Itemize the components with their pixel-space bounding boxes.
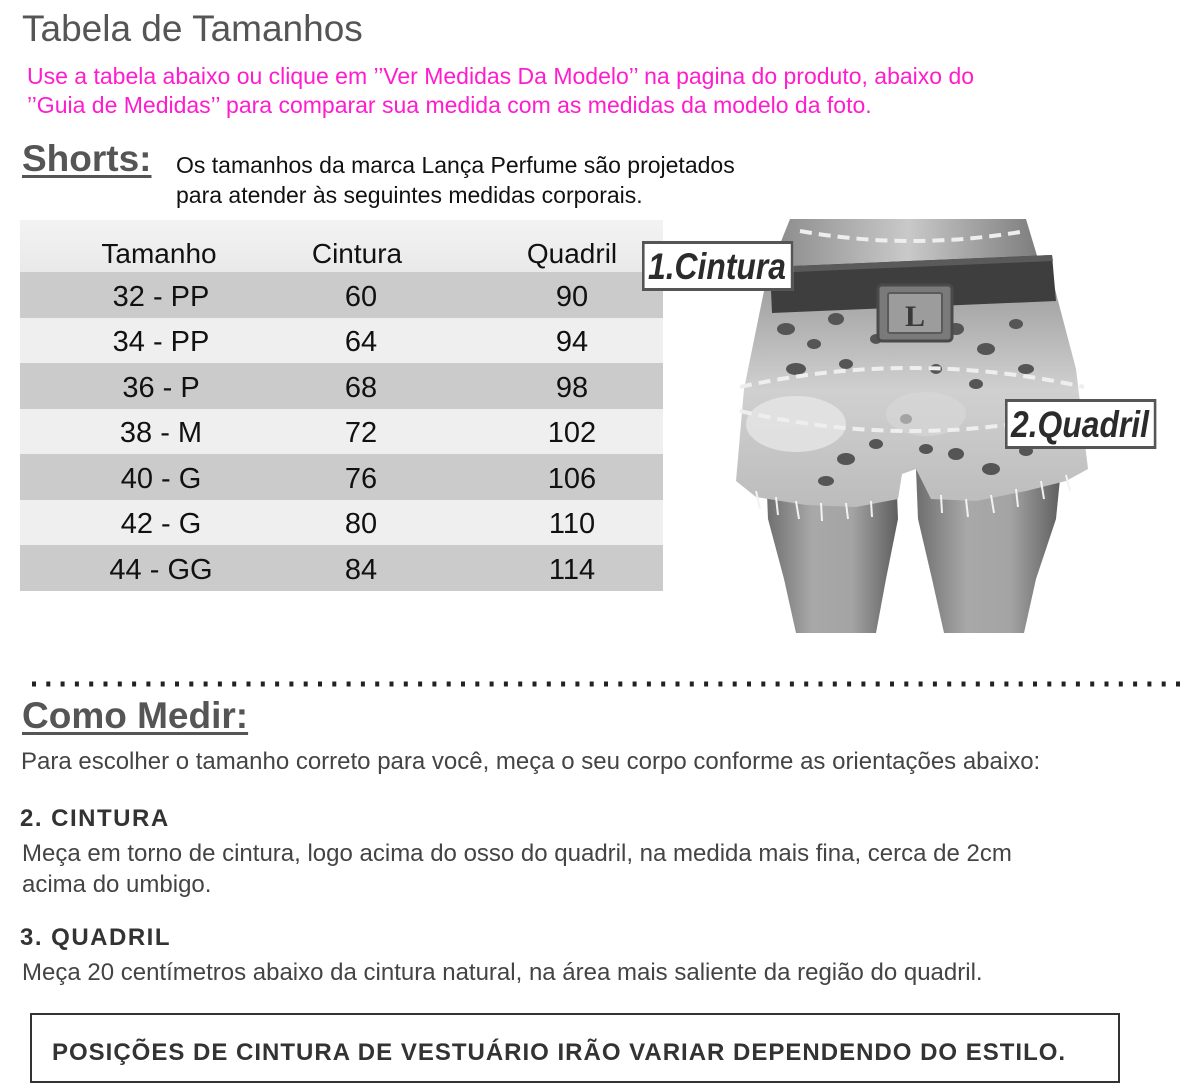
- size-cell: 36 - P: [122, 371, 200, 404]
- table-row: [20, 500, 663, 546]
- size-cell: 40 - G: [120, 462, 202, 495]
- shorts-desc-line-2: para atender às seguintes medidas corporais.: [176, 182, 643, 208]
- waist-measure-label: 1.Cintura: [642, 241, 794, 291]
- size-table-header: [20, 220, 663, 272]
- waist-cell: 76: [344, 462, 378, 495]
- intro-text: [27, 62, 1167, 120]
- size-cell: 34 - PP: [112, 326, 210, 359]
- waist-instructions: [22, 838, 1012, 900]
- shorts-desc-line-1: Os tamanhos da marca Lança Perfume são projetados: [176, 152, 735, 178]
- size-cell: 42 - G: [120, 508, 202, 541]
- table-row: [20, 318, 663, 364]
- hip-cell: 106: [547, 462, 597, 495]
- intro-line-1: Use a tabela abaixo ou clique em ’’Ver Medidas Da Modelo’’ na pagina do produto, abaixo do: [27, 63, 975, 89]
- table-row: [20, 409, 663, 455]
- hip-cell: 102: [547, 417, 597, 450]
- shorts-description: [176, 150, 735, 210]
- header-quadril: Quadril: [526, 238, 618, 269]
- table-row: [20, 272, 663, 318]
- style-notice-text: POSIÇÕES DE CINTURA DE VESTUÁRIO IRÃO VARIAR DEPENDENDO DO ESTILO.: [52, 1039, 1067, 1066]
- waist-cell: 80: [344, 508, 378, 541]
- page-title: Tabela de Tamanhos: [22, 8, 363, 49]
- size-table: [20, 220, 663, 591]
- how-to-heading: Como Medir:: [22, 695, 249, 736]
- how-to-intro: Para escolher o tamanho correto para você, meça o seu corpo conforme as orientações abaixo:: [21, 748, 1041, 775]
- waist-line-1: Meça em torno de cintura, logo acima do osso do quadril, na medida mais fina, cerca de 2cm: [22, 840, 1012, 867]
- waist-cell: 64: [344, 326, 378, 359]
- hip-measure-label: 2.Quadril: [1005, 399, 1157, 449]
- hip-cell: 94: [555, 326, 589, 359]
- table-row: [20, 363, 663, 409]
- hip-line: Meça 20 centímetros abaixo da cintura natural, na área mais saliente da região do quadril.: [22, 959, 983, 986]
- hip-cell: 98: [555, 371, 589, 404]
- dotted-divider: [30, 678, 1182, 690]
- waist-cell: 60: [344, 280, 378, 313]
- size-cell: 32 - PP: [112, 280, 210, 313]
- waist-cell: 84: [344, 553, 378, 586]
- size-cell: 44 - GG: [109, 553, 213, 586]
- waist-cell: 72: [344, 417, 378, 450]
- shorts-heading: Shorts:: [22, 138, 152, 179]
- header-tamanho: Tamanho: [101, 238, 217, 269]
- intro-line-2: ’’Guia de Medidas’’ para comparar sua medida com as medidas da modelo da foto.: [27, 92, 872, 118]
- hip-cell: 90: [555, 280, 589, 313]
- header-cintura: Cintura: [311, 238, 403, 269]
- hip-cell: 114: [548, 553, 596, 586]
- waist-heading: 2. CINTURA: [20, 805, 170, 832]
- hip-heading: 3. QUADRIL: [20, 924, 172, 951]
- style-notice-box: [30, 1013, 1120, 1083]
- table-row: [20, 454, 663, 500]
- size-cell: 38 - M: [119, 417, 203, 450]
- waist-line-2: acima do umbigo.: [22, 871, 212, 898]
- table-row: [20, 545, 663, 591]
- hip-instructions: [22, 957, 983, 988]
- waist-cell: 68: [344, 371, 378, 404]
- belt-buckle-letter: L: [904, 300, 926, 333]
- hip-cell: 110: [548, 508, 596, 541]
